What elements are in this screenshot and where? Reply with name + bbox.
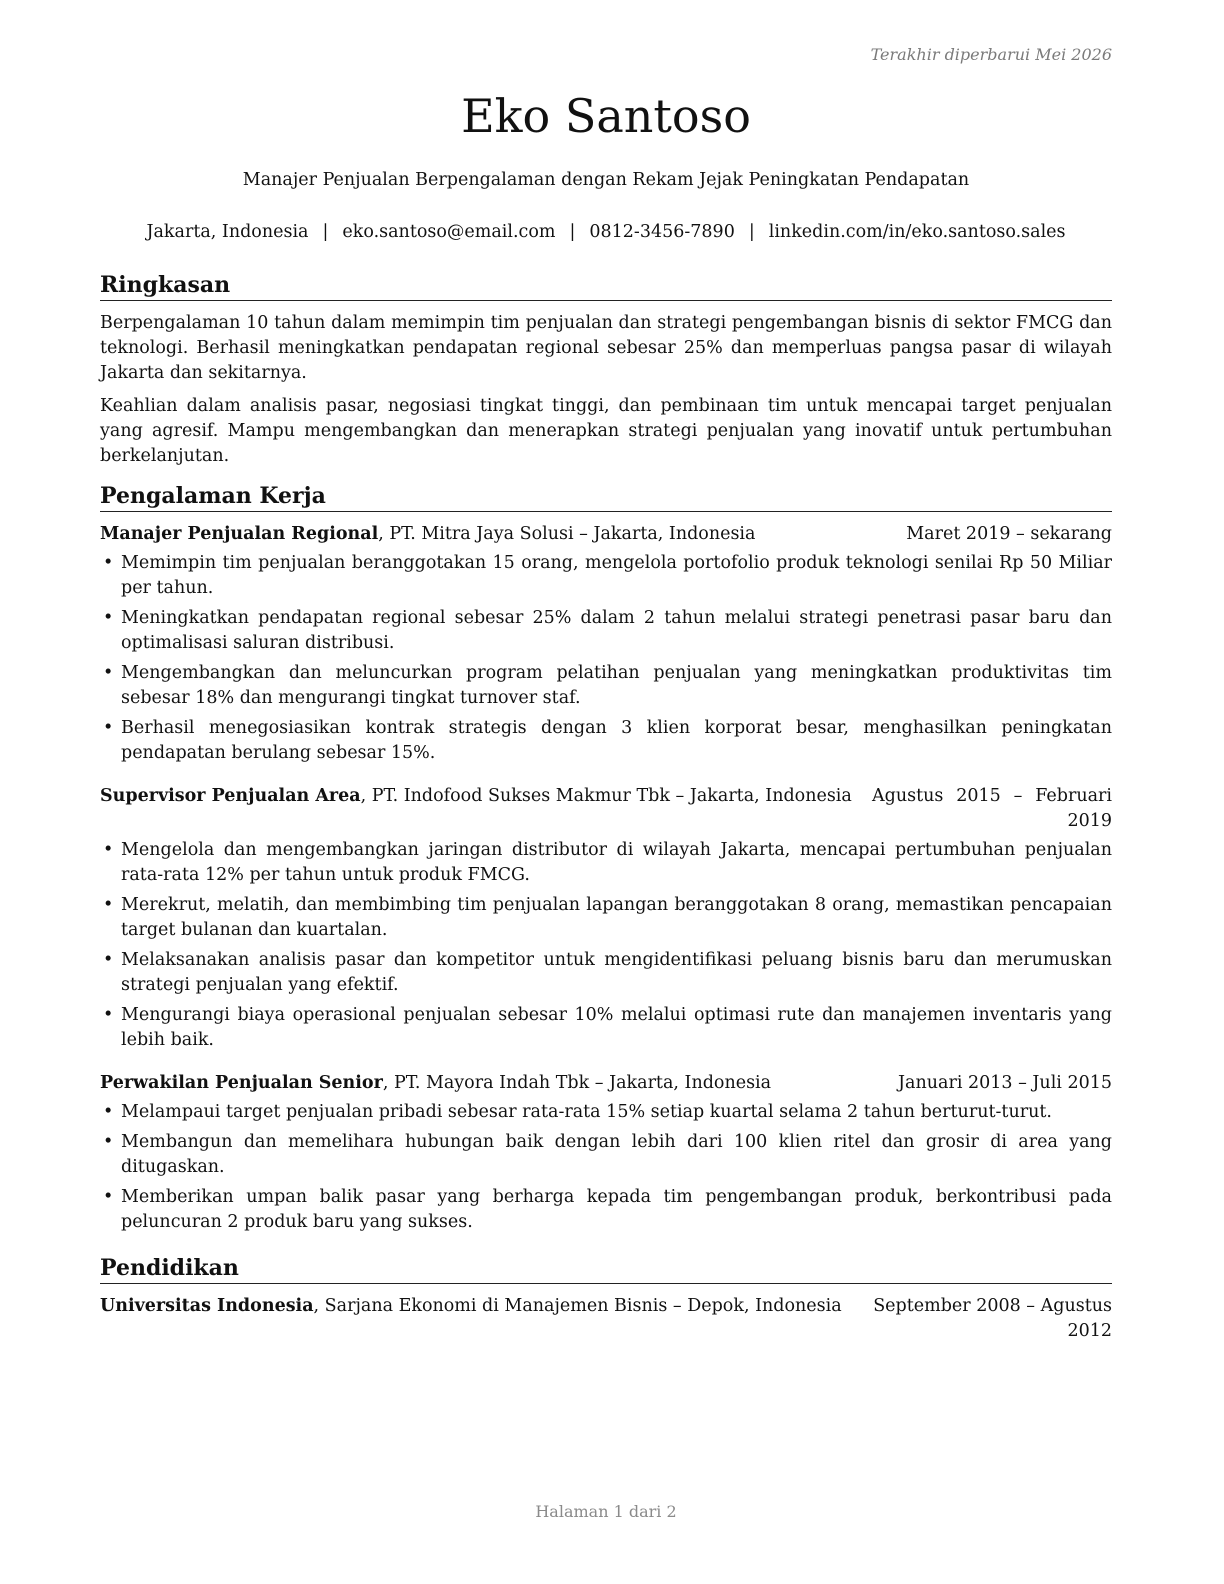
job-company: , PT. Mayora Indah Tbk – Jakarta, Indonesia: [382, 1073, 772, 1093]
job-bullet: [100, 606, 1112, 656]
education-detail: , Sarjana Ekonomi di Manajemen Bisnis – Depok, Indonesia: [313, 1296, 842, 1316]
experience-section: [100, 481, 1112, 1235]
bullet-icon: •: [103, 1187, 114, 1207]
summary-section: [100, 270, 1112, 469]
job-title-line: [100, 1071, 771, 1096]
education-title-line: [100, 1294, 842, 1319]
job-header: [100, 522, 1112, 547]
job-dates: Agustus 2015 – Februari 2019: [872, 786, 1112, 831]
summary-paragraph: Keahlian dalam analisis pasar, negosiasi tingkat tinggi, dan pembinaan tim untuk mencapai target penjualan yang agresif. Mampu mengembangkan dan menerapkan strategi penjualan yang inovatif untuk pertumbuhan berkelanjutan.: [100, 396, 1112, 466]
summary-paragraph: Berpengalaman 10 tahun dalam memimpin tim penjualan dan strategi pengembangan bisnis di sektor FMCG dan teknologi. Berhasil meningkatkan pendapatan regional sebesar 25% dan memperluas pangsa pasar di wilayah Jakarta dan sekitarnya.: [100, 313, 1112, 383]
job-title-line: [100, 784, 852, 809]
education-dates: September 2008 – Agustus 2012: [873, 1296, 1112, 1341]
job-bullet: [100, 838, 1112, 888]
bullet-icon: •: [103, 840, 114, 860]
job-bullet: [100, 1100, 1112, 1125]
job-bullet: [100, 948, 1112, 998]
bullet-text: Mengurangi biaya operasional penjualan sebesar 10% melalui optimasi rute dan manajemen inventaris yang lebih baik.: [121, 1005, 1112, 1050]
bullet-icon: •: [103, 608, 114, 628]
bullet-text: Memberikan umpan balik pasar yang berharga kepada tim pengembangan produk, berkontribusi pada peluncuran 2 produk baru yang sukses.: [121, 1187, 1112, 1232]
education-school: Universitas Indonesia: [100, 1296, 314, 1316]
contact-separator: |: [748, 222, 755, 242]
bullet-icon: •: [103, 895, 114, 915]
candidate-name: Eko Santoso: [461, 89, 751, 143]
bullet-text: Berhasil menegosiasikan kontrak strategis dengan 3 klien korporat besar, menghasilkan peningkatan pendapatan berulang sebesar 15%.: [121, 718, 1112, 763]
bullet-text: Melampaui target penjualan pribadi sebesar rata-rata 15% setiap kuartal selama 2 tahun berturut-turut.: [121, 1102, 1052, 1122]
bullet-text: Meningkatkan pendapatan regional sebesar 25% dalam 2 tahun melalui strategi penetrasi pasar baru dan optimalisasi saluran distribusi.: [121, 608, 1112, 653]
bullet-text: Membangun dan memelihara hubungan baik dengan lebih dari 100 klien ritel dan grosir di area yang ditugaskan.: [121, 1132, 1112, 1177]
section-title-education: Pendidikan: [100, 1253, 1112, 1284]
job-position: Perwakilan Penjualan Senior: [100, 1073, 383, 1093]
bullet-text: Melaksanakan analisis pasar dan kompetitor untuk mengidentifikasi peluang bisnis baru dan merumuskan strategi penjualan yang efektif.: [121, 950, 1112, 995]
resume-page: [100, 0, 1112, 1584]
job-bullets: [100, 1100, 1112, 1235]
contact-line: [70, 220, 1142, 244]
job-bullets: [100, 551, 1112, 766]
bullet-icon: •: [103, 1132, 114, 1152]
job-entry: [100, 522, 1112, 766]
contact-linkedin[interactable]: linkedin.com/in/eko.santoso.sales: [768, 222, 1066, 242]
contact-location: Jakarta, Indonesia: [146, 222, 309, 242]
job-bullet: [100, 1130, 1112, 1180]
bullet-text: Memimpin tim penjualan beranggotakan 15 orang, mengelola portofolio produk teknologi senilai Rp 50 Miliar per tahun.: [121, 553, 1112, 598]
education-section: [100, 1253, 1112, 1344]
contact-email[interactable]: eko.santoso@email.com: [342, 222, 556, 242]
job-dates: Maret 2019 – sekarang: [906, 524, 1112, 544]
job-position: Manajer Penjualan Regional: [100, 524, 379, 544]
section-title-experience: Pengalaman Kerja: [100, 481, 1112, 512]
education-entry: [100, 1294, 1112, 1344]
contact-separator: |: [322, 222, 329, 242]
job-title-line: [100, 522, 755, 547]
job-bullet: [100, 1003, 1112, 1053]
page-number: Halaman 1 dari 2: [535, 1502, 677, 1521]
job-header: [100, 1071, 1112, 1096]
last-updated-note: Terakhir diperbarui Mei 2026: [870, 45, 1112, 64]
bullet-icon: •: [103, 718, 114, 738]
contact-phone[interactable]: 0812-3456-7890: [589, 222, 735, 242]
job-dates: Januari 2013 – Juli 2015: [898, 1073, 1112, 1093]
candidate-headline: Manajer Penjualan Berpengalaman dengan Rekam Jejak Peningkatan Pendapatan: [242, 170, 970, 190]
job-entry: [100, 784, 1112, 1053]
job-bullet: [100, 893, 1112, 943]
section-title-summary: Ringkasan: [100, 270, 1112, 301]
bullet-icon: •: [103, 553, 114, 573]
job-bullet: [100, 661, 1112, 711]
bullet-text: Merekrut, melatih, dan membimbing tim penjualan lapangan beranggotakan 8 orang, memastikan pencapaian target bulanan dan kuartalan.: [121, 895, 1112, 940]
job-company: , PT. Indofood Sukses Makmur Tbk – Jakarta, Indonesia: [360, 786, 852, 806]
bullet-icon: •: [103, 950, 114, 970]
bullet-icon: •: [103, 1005, 114, 1025]
job-bullets: [100, 838, 1112, 1053]
bullet-icon: •: [103, 1102, 114, 1122]
job-header: [100, 784, 1112, 834]
bullet-text: Mengelola dan mengembangkan jaringan distributor di wilayah Jakarta, mencapai pertumbuhan penjualan rata-rata 12% per tahun untuk produk FMCG.: [121, 840, 1112, 885]
job-company: , PT. Mitra Jaya Solusi – Jakarta, Indonesia: [378, 524, 756, 544]
job-bullet: [100, 1185, 1112, 1235]
job-position: Supervisor Penjualan Area: [100, 786, 361, 806]
contact-separator: |: [569, 222, 576, 242]
bullet-text: Mengembangkan dan meluncurkan program pelatihan penjualan yang meningkatkan produktivitas tim sebesar 18% dan mengurangi tingkat turnover staf.: [121, 663, 1112, 708]
job-bullet: [100, 551, 1112, 601]
job-bullet: [100, 716, 1112, 766]
resume-content: [100, 270, 1112, 1356]
job-entry: [100, 1071, 1112, 1235]
bullet-icon: •: [103, 663, 114, 683]
